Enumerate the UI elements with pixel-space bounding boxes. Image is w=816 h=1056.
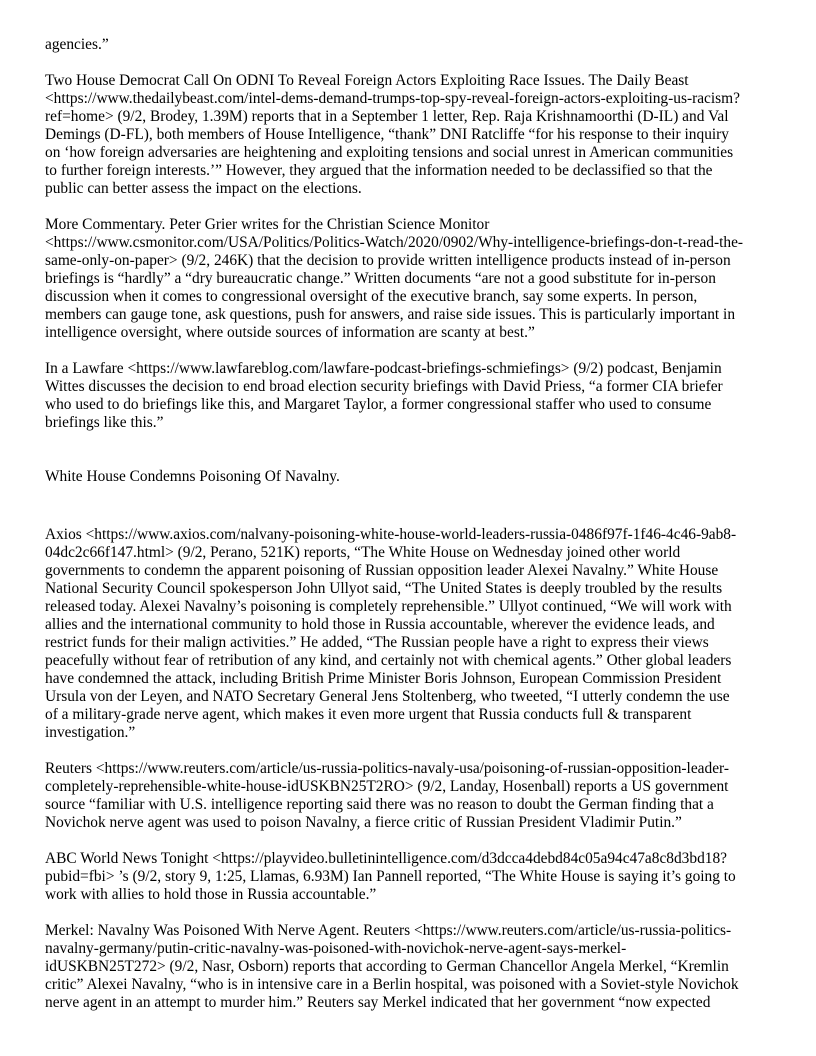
spacer bbox=[45, 832, 773, 850]
paragraph-more-commentary: More Commentary. Peter Grier writes for the Christian Science Monitor <https://www.csmonitor.com/USA/Politics/Politics-Watch/2020/0902/Why-intelligence-briefings-don-t-read-the- same-only-on-paper> (9/2, 246K) that the decision to provide written intelligence products instead of in-person briefings is “hardly” a “dry bureaucratic change.” Written documents “are not a good substitute for in-person discussion when it comes to congressional oversight of the executive branch, say some experts. In person, members can gauge tone, ask questions, push for answers, and raise side issues. This is particularly important in intelligence oversight, where outside sources of information are scanty at best.” bbox=[45, 216, 744, 341]
paragraph-abc-world-news: ABC World News Tonight <https://playvideo.bulletinintelligence.com/d3dcca4debd84c05a94c47a8c8d3bd18? pubid=fbi> ’s (9/2, story 9, 1:25, Llamas, 6.93M) Ian Pannell reported, “The White House is saying it’s going to work with allies to hold those in Russia accountable.” bbox=[45, 850, 736, 903]
paragraph-agencies-tail: agencies.” bbox=[45, 36, 109, 53]
spacer bbox=[45, 742, 773, 760]
paragraph-axios: Axios <https://www.axios.com/nalvany-poisoning-white-house-world-leaders-russia-0486f97f-1f46-4c46-9ab8- 04dc2c66f147.html> (9/2, Perano, 521K) reports, “The White House on Wednesday joined other world governments to condemn the apparent poisoning of Russian opposition leader Alexei Navalny.” White House National Security Council spokesperson John Ullyot said, “The United States is deeply troubled by the results released today. Alexei Navalny’s poisoning is completely reprehensible.” Ullyot continued, “We will work with allies and the international community to hold those in Russia accountable, wherever the evidence leads, and restrict funds for their malign activities.” He added, “The Russian people have a right to express their views peacefully without fear of retribution of any kind, and certainly not with chemical agents.” Other global leaders have condemned the attack, including British Prime Minister Boris Johnson, European Commission President Ursula von der Leyen, and NATO Secretary General Jens Stoltenberg, who tweeted, “I utterly condemn the use of a military-grade nerve agent, which makes it even more urgent that Russia conducts full & transparent investigation.” bbox=[45, 526, 737, 741]
paragraph-merkel: Merkel: Navalny Was Poisoned With Nerve Agent. Reuters <https://www.reuters.com/article/us-russia-politics- navalny-germany/putin-critic-navalny-was-poisoned-with-novichok-nerve-agent-says-merkel- idUSKBN25T272> (9/2, Nasr, Osborn) reports that according to German Chancellor Angela Merkel, “Kremlin critic” Alexei Navalny, “who is in intensive care in a Berlin hospital, was poisoned with a Soviet-style Novichok nerve agent in an attempt to murder him.” Reuters say Merkel indicated that her government “now expected bbox=[45, 922, 739, 1011]
spacer bbox=[45, 904, 773, 922]
spacer bbox=[45, 54, 773, 72]
paragraph-odni-race-issues: Two House Democrat Call On ODNI To Reveal Foreign Actors Exploiting Race Issues. The Daily Beast <https://www.thedailybeast.com/intel-dems-demand-trumps-top-spy-reveal-foreign-actors-exploiting-us-racism? ref=home> (9/2, Brodey, 1.39M) reports that in a September 1 letter, Rep. Raja Krishnamoorthi (D-IL) and Val Demings (D-FL), both members of House Intelligence, “thank” DNI Ratcliffe “for his response to their inquiry on ‘how foreign adversaries are heightening and exploiting tensions and social unrest in American communities to further foreign interests.’” However, they argued that the information needed to be declassified so that the public can better assess the impact on the elections. bbox=[45, 72, 740, 197]
spacer bbox=[45, 486, 773, 526]
spacer bbox=[45, 198, 773, 216]
spacer bbox=[45, 342, 773, 360]
spacer bbox=[45, 432, 773, 468]
document-page bbox=[45, 36, 773, 1012]
paragraph-reuters-usa: Reuters <https://www.reuters.com/article/us-russia-politics-navaly-usa/poisoning-of-russian-opposition-leader- completely-reprehensible-white-house-idUSKBN25T2RO> (9/2, Landay, Hosenball) reports a US government source “familiar with U.S. intelligence reporting said there was no reason to doubt the German finding that a Novichok nerve agent was used to poison Navalny, a fierce critic of Russian President Vladimir Putin.” bbox=[45, 760, 729, 831]
paragraph-lawfare-podcast: In a Lawfare <https://www.lawfareblog.com/lawfare-podcast-briefings-schmiefings> (9/2) podcast, Benjamin Wittes discusses the decision to end broad election security briefings with David Priess, “a former CIA briefer who used to do briefings like this, and Margaret Taylor, a former congressional staffer who used to consume briefings like this.” bbox=[45, 360, 723, 431]
section-heading-navalny: White House Condemns Poisoning Of Navalny. bbox=[45, 468, 340, 485]
